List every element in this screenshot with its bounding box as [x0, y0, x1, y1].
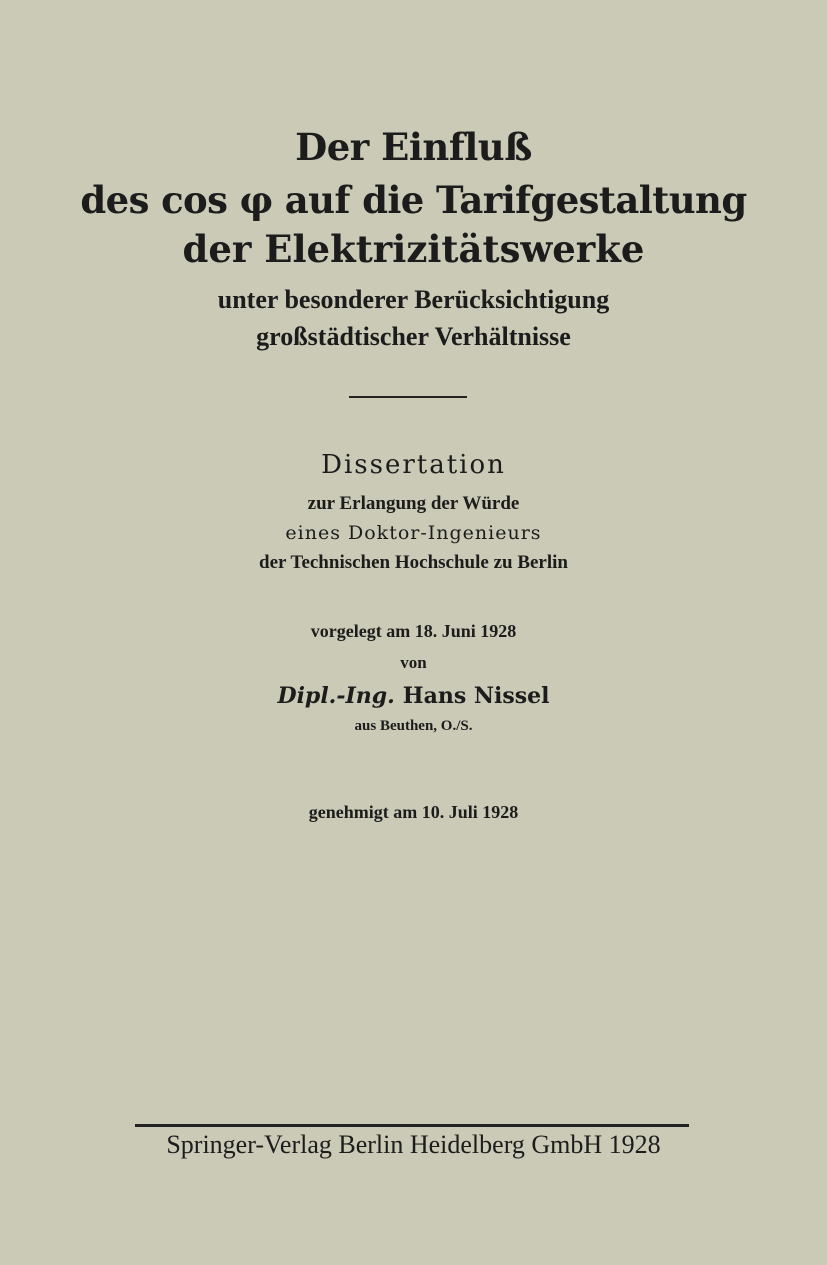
dissertation-heading: Dissertation: [321, 450, 506, 480]
author-origin: aus Beuthen, O./S.: [354, 718, 473, 734]
author-degree: Dipl.-Ing.: [277, 683, 395, 709]
author-line: [0, 683, 827, 709]
by-label: von: [400, 653, 427, 672]
title-line-3: der Elektrizitätswerke: [182, 227, 645, 271]
subtitle-line-1: unter besonderer Berücksichtigung: [217, 285, 610, 314]
dissertation-line-1: zur Erlangung der Würde: [307, 493, 520, 514]
approval-date: genehmigt am 10. Juli 1928: [308, 802, 519, 822]
dissertation-line-2: eines Doktor-Ingenieurs: [285, 522, 542, 544]
publisher-rule: [135, 1124, 689, 1127]
dissertation-line-3: der Technischen Hochschule zu Berlin: [259, 552, 568, 573]
submission-date: vorgelegt am 18. Juni 1928: [310, 621, 517, 641]
author-name: Hans Nissel: [402, 683, 550, 709]
subtitle-line-2: großstädtischer Verhältnisse: [256, 322, 571, 351]
title-line-1: Der Einfluß: [295, 125, 532, 169]
title-line-2: des cos φ auf die Tarifgestaltung: [80, 178, 747, 222]
separator-rule: [349, 396, 467, 398]
publisher-imprint: Springer-Verlag Berlin Heidelberg GmbH 1928: [166, 1130, 661, 1159]
